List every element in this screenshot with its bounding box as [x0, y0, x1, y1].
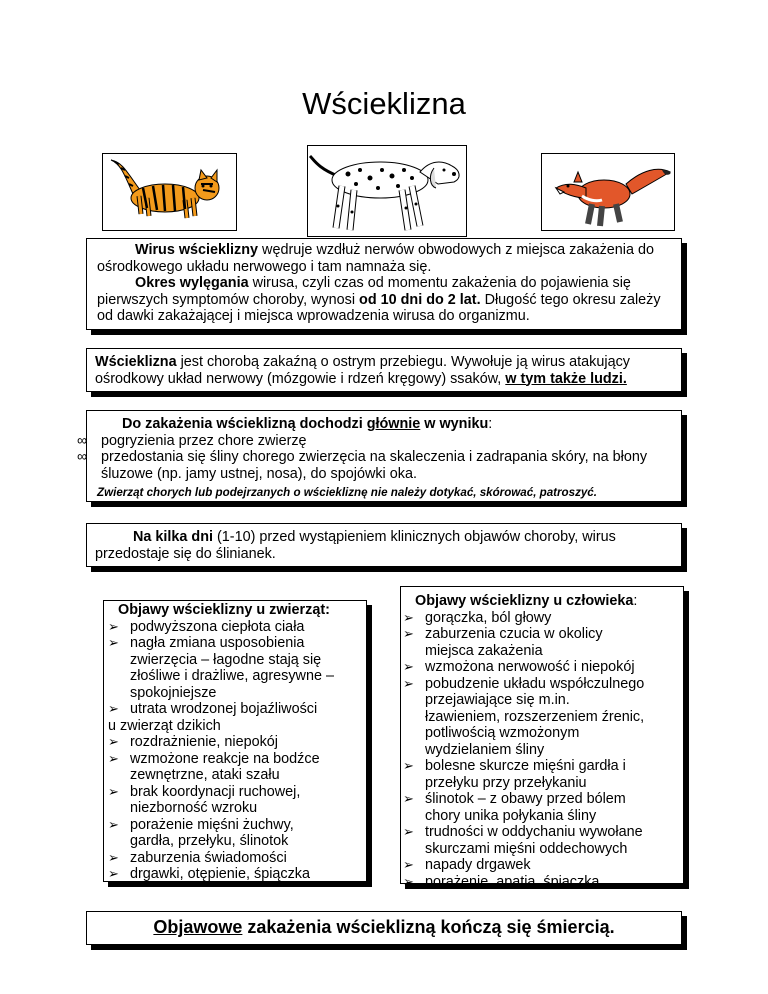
symptom-item: ➢ wzmożone reakcje na bodźce zewnętrzne, ataki szału — [104, 751, 362, 784]
symptom-item: ➢ pobudzenie układu współczulnego przejawiające się m.in. łzawieniem, rozszerzeniem źrenic, potliwością wzmożonym wydzielaniem śliny — [399, 676, 679, 759]
symptom-item: ➢ porażenie, apatia, śpiączka — [399, 874, 679, 891]
symptom-continuation: potliwością wzmożonym — [425, 725, 580, 741]
symptom-continuation: gardła, przełyku, ślinotok — [130, 833, 289, 849]
symptom-item: ➢ rozdrażnienie, niepokój — [104, 734, 362, 751]
symptom-item: ➢ gorączka, ból głowy — [399, 610, 679, 627]
incubation-paragraph: Okres wylęgania wirusa, czyli czas od momentu zakażenia do pojawienia się pierwszych symptomów choroby, wynosi od 10 dni do 2 lat. Długość tego okresu zależy od dawki zakażającej i miejsca wprowadzenia wirusa do organizmu. — [97, 275, 661, 324]
symptom-continuation: przełyku przy przełykaniu — [425, 774, 587, 791]
virus-spread-paragraph: Wirus wścieklizny wędruje wzdłuż nerwów obwodowych z miejsca zakażenia do ośrodkowego układu nerwowego i tam namnaża się. — [97, 242, 654, 275]
human-symptoms-list — [399, 610, 679, 891]
symptom-item: ➢ drgawki, otępienie, śpiączka — [104, 866, 362, 883]
fox-icon — [542, 154, 674, 230]
human-symptoms-heading: Objawy wścieklizny u człowieka: — [415, 593, 638, 609]
symptom-continuation: niezborność wzroku — [130, 800, 258, 816]
fox-illustration — [541, 153, 675, 231]
symptom-item: ➢ napady drgawek — [399, 857, 679, 874]
symptom-continuation: łzawieniem, rozszerzeniem źrenic, — [425, 708, 645, 725]
infection-causes-box — [77, 410, 682, 502]
symptom-item: ➢ wzmożona nerwowość i niepokój — [399, 659, 679, 676]
symptom-continuation: złośliwe i drażliwe, agresywne – — [130, 668, 334, 684]
symptom-item: ➢ podwyższona ciepłota ciała — [104, 619, 362, 636]
animal-symptoms-list — [104, 619, 362, 883]
tiger-cat-illustration — [102, 153, 237, 231]
symptom-continuation: u zwierząt dzikich — [108, 717, 221, 734]
symptom-item: ➢ zaburzenia świadomości — [104, 850, 362, 867]
symptom-item: ➢ nagła zmiana usposobienia zwierzęcia – łagodne stają się złośliwe i drażliwe, agresywne – spokojniejsze — [104, 635, 362, 701]
human-symptoms-box — [400, 586, 684, 890]
definition-box: Wścieklizna jest chorobą zakaźną o ostrym przebiegu. Wywołuje ją wirus atakujący ośrodkowy układ nerwowy (mózgowie i rdzeń kręgowy) ssaków, w tym także ludzi. — [86, 348, 682, 392]
symptom-continuation: spokojniejsze — [130, 684, 217, 701]
dog-icon — [308, 146, 466, 236]
animal-symptoms-box — [103, 600, 367, 882]
symptom-continuation: zwierzęcia – łagodne stają się — [130, 651, 322, 668]
symptom-continuation: miejsca zakażenia — [425, 642, 543, 659]
cause-item-saliva: ∞ przedostania się śliny chorego zwierzęcia na skaleczenia i zadrapania skóry, na błony śluzowe (np. jamy ustnej, nosa), do spojówki oka. — [77, 449, 648, 482]
symptom-item: ➢ utrata wrodzonej bojaźliwości u zwierząt dzikich — [104, 701, 362, 734]
symptom-item: ➢ porażenie mięśni żuchwy, gardła, przełyku, ślinotok — [104, 817, 362, 850]
symptom-continuation: skurczami mięśni oddechowych — [425, 840, 628, 857]
symptom-continuation: wydzielaniem śliny — [425, 741, 545, 758]
conclusion-box: Objawowe zakażenia wścieklizną kończą się śmiercią. — [86, 911, 682, 945]
symptom-continuation: zewnętrzne, ataki szału — [130, 767, 280, 783]
symptom-item: ➢ brak koordynacji ruchowej, niezborność wzroku — [104, 784, 362, 817]
symptom-continuation: chory unika połykania śliny — [425, 807, 597, 824]
saliva-glands-box: Na kilka dni (1-10) przed wystąpieniem klinicznych objawów choroby, wirus przedostaje się do ślinianek. — [86, 523, 682, 567]
page-title: Wścieklizna — [302, 86, 466, 121]
symptom-continuation: przejawiające się m.in. — [425, 692, 570, 708]
symptom-item: ➢ trudności w oddychaniu wywołane skurczami mięśni oddechowych — [399, 824, 679, 857]
causes-heading: Do zakażenia wścieklizną dochodzi głównie w wyniku: — [122, 416, 493, 432]
dalmatian-dog-illustration — [307, 145, 467, 237]
virus-info-box — [86, 238, 682, 330]
cat-icon — [103, 154, 236, 230]
symptom-item: ➢ bolesne skurcze mięśni gardła i przełyku przy przełykaniu — [399, 758, 679, 791]
cause-item-bite: ∞ pogryzienia przez chore zwierzę — [77, 432, 307, 449]
symptom-item: ➢ zaburzenia czucia w okolicy miejsca zakażenia — [399, 626, 679, 659]
warning-text: Zwierząt chorych lub podejrzanych o wściekliznę nie należy dotykać, skórować, patroszyć. — [97, 486, 597, 499]
symptom-item: ➢ ślinotok – z obawy przed bólem chory unika połykania śliny — [399, 791, 679, 824]
animal-symptoms-heading: Objawy wścieklizny u zwierząt: — [118, 602, 330, 618]
